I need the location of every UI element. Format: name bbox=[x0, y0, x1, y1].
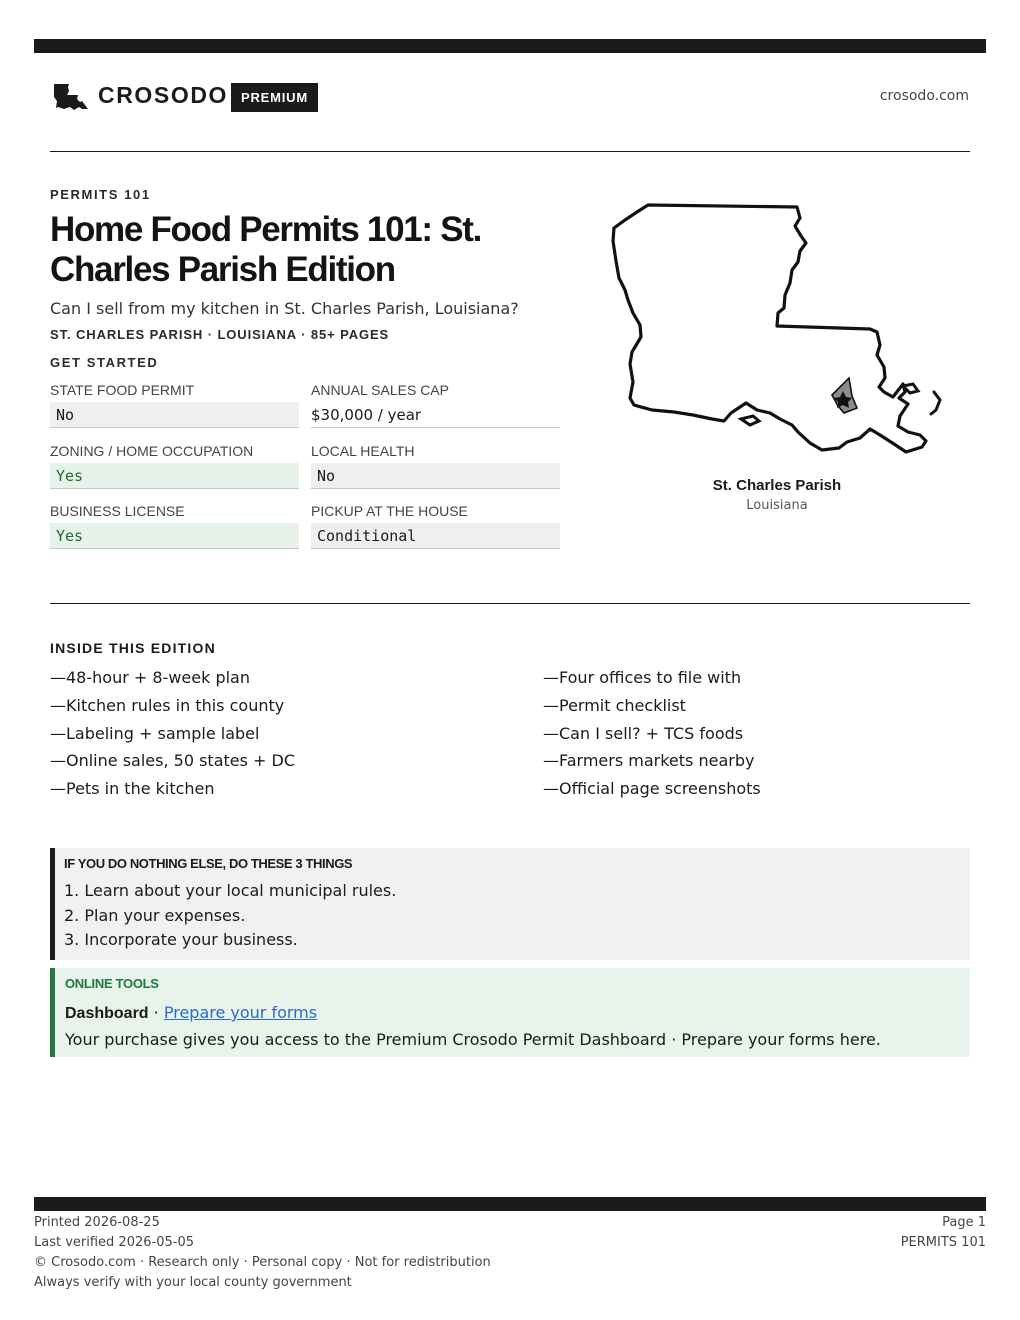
dashboard-label: Dashboard bbox=[65, 1005, 149, 1022]
tools-heading: ONLINE TOOLS bbox=[65, 976, 159, 991]
toc-item: —Online sales, 50 states + DC bbox=[50, 751, 296, 771]
fact-annual-sales-cap bbox=[311, 382, 560, 434]
toc-item: —48-hour + 8-week plan bbox=[50, 668, 250, 687]
tools-line bbox=[65, 1000, 970, 1027]
map-caption-parish: St. Charles Parish bbox=[712, 477, 842, 494]
top-rule-bar bbox=[34, 39, 986, 53]
fact-value: Yes bbox=[50, 463, 299, 489]
callout-item: 1. Learn about your local municipal rules. bbox=[64, 881, 397, 900]
fact-label: PICKUP AT THE HOUSE bbox=[311, 503, 468, 519]
fact-state-food-permit bbox=[50, 382, 299, 434]
get-started-heading: GET STARTED bbox=[50, 355, 159, 370]
tools-separator: · bbox=[148, 1003, 164, 1022]
tools-description: Your purchase gives you access to the Premium Crosodo Permit Dashboard · Prepare your forms here. bbox=[65, 1030, 881, 1049]
louisiana-outline bbox=[613, 205, 926, 452]
fact-label: LOCAL HEALTH bbox=[311, 443, 415, 459]
toc-item: —Labeling + sample label bbox=[50, 723, 260, 743]
page-subtitle: Can I sell from my kitchen in St. Charles Parish, Louisiana? bbox=[50, 299, 519, 318]
toc-item: —Can I sell? + TCS foods bbox=[543, 723, 744, 743]
page-title: Home Food Permits 101: St. Charles Parish Edition bbox=[50, 210, 482, 289]
site-url[interactable]: crosodo.com bbox=[879, 88, 969, 104]
fact-label: STATE FOOD PERMIT bbox=[50, 382, 195, 398]
bottom-rule-bar bbox=[34, 1197, 986, 1211]
fact-value: Conditional bbox=[311, 523, 560, 549]
map-caption-state: Louisiana bbox=[746, 498, 808, 513]
toc-item: —Four offices to file with bbox=[543, 668, 742, 687]
callout-item: 2. Plan your expenses. bbox=[64, 905, 246, 925]
fact-value: $30,000 / year bbox=[311, 402, 560, 428]
fact-label: BUSINESS LICENSE bbox=[50, 503, 185, 519]
coastal-island-1 bbox=[741, 416, 759, 425]
fact-business-license bbox=[50, 503, 299, 555]
fact-label: ZONING / HOME OCCUPATION bbox=[50, 443, 254, 459]
toc-item: —Farmers markets nearby bbox=[543, 751, 755, 771]
toc-item: —Pets in the kitchen bbox=[50, 779, 215, 799]
fact-zoning-home-occupation bbox=[50, 443, 299, 495]
premium-badge: PREMIUM bbox=[231, 83, 318, 112]
callout-item: 3. Incorporate your business. bbox=[64, 930, 298, 949]
callout-heading: IF YOU DO NOTHING ELSE, DO THESE 3 THINGS bbox=[64, 856, 353, 871]
louisiana-map bbox=[600, 196, 952, 466]
verify-disclaimer: Always verify with your local county government bbox=[34, 1275, 352, 1290]
coastal-island-2 bbox=[931, 392, 940, 414]
fact-pickup-at-house bbox=[311, 503, 560, 555]
printed-date: Printed 2026-08-25 bbox=[34, 1215, 160, 1230]
toc-item: —Permit checklist bbox=[543, 695, 686, 715]
louisiana-state-icon bbox=[52, 82, 88, 112]
toc-column-right bbox=[543, 667, 761, 806]
copyright-notice: © Crosodo.com · Research only · Personal copy · Not for redistribution bbox=[34, 1255, 491, 1270]
edition-meta: ST. CHARLES PARISH · LOUISIANA · 85+ PAGES bbox=[50, 327, 390, 342]
toc-item: —Official page screenshots bbox=[543, 779, 761, 799]
fact-value: No bbox=[50, 402, 299, 428]
brand-name: CROSODO bbox=[98, 82, 229, 108]
footer-right bbox=[901, 1213, 986, 1253]
footer-left bbox=[34, 1213, 491, 1293]
toc-item: —Kitchen rules in this county bbox=[50, 695, 285, 715]
section-divider bbox=[50, 603, 970, 604]
fact-label: ANNUAL SALES CAP bbox=[311, 382, 449, 398]
fact-local-health bbox=[311, 443, 560, 495]
header-divider bbox=[50, 151, 970, 152]
footer-section-label: PERMITS 101 bbox=[900, 1235, 986, 1250]
prepare-forms-link[interactable]: Prepare your forms bbox=[163, 1003, 318, 1022]
page-header bbox=[50, 78, 970, 118]
fact-value: Yes bbox=[50, 523, 299, 549]
page-number: Page 1 bbox=[942, 1215, 986, 1230]
toc-column-left bbox=[50, 667, 295, 806]
verified-date: Last verified 2026-05-05 bbox=[34, 1235, 194, 1250]
inside-edition-heading: INSIDE THIS EDITION bbox=[50, 640, 216, 656]
section-eyebrow: PERMITS 101 bbox=[50, 187, 151, 202]
three-things-callout bbox=[50, 848, 970, 960]
fact-value: No bbox=[311, 463, 560, 489]
online-tools-callout bbox=[50, 968, 970, 1057]
